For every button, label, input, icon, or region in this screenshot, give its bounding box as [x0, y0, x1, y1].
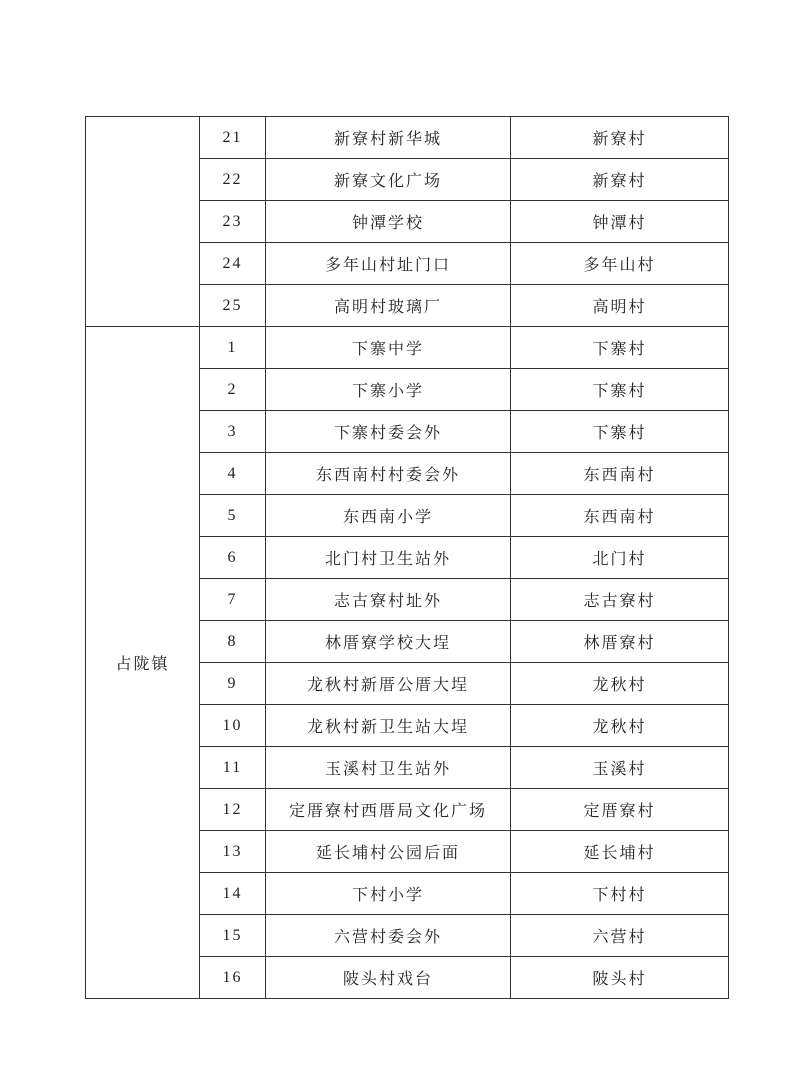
town-cell [86, 117, 200, 327]
village-cell: 下村村 [511, 873, 729, 915]
table-row [86, 117, 729, 159]
town-cell: 占陇镇 [86, 327, 200, 999]
num-cell: 22 [200, 159, 266, 201]
num-cell: 6 [200, 537, 266, 579]
site-table [85, 116, 729, 999]
village-cell: 高明村 [511, 285, 729, 327]
num-cell: 12 [200, 789, 266, 831]
num-cell: 1 [200, 327, 266, 369]
num-cell: 15 [200, 915, 266, 957]
location-cell: 下寨中学 [266, 327, 511, 369]
location-cell: 六营村委会外 [266, 915, 511, 957]
village-cell: 新寮村 [511, 117, 729, 159]
village-cell: 六营村 [511, 915, 729, 957]
location-cell: 玉溪村卫生站外 [266, 747, 511, 789]
num-cell: 9 [200, 663, 266, 705]
num-cell: 5 [200, 495, 266, 537]
village-cell: 新寮村 [511, 159, 729, 201]
location-cell: 多年山村址门口 [266, 243, 511, 285]
village-cell: 钟潭村 [511, 201, 729, 243]
location-cell: 北门村卫生站外 [266, 537, 511, 579]
village-cell: 延长埔村 [511, 831, 729, 873]
num-cell: 23 [200, 201, 266, 243]
village-cell: 龙秋村 [511, 663, 729, 705]
location-cell: 东西南小学 [266, 495, 511, 537]
location-cell: 志古寮村址外 [266, 579, 511, 621]
num-cell: 21 [200, 117, 266, 159]
village-cell: 陂头村 [511, 957, 729, 999]
village-cell: 东西南村 [511, 453, 729, 495]
village-cell: 玉溪村 [511, 747, 729, 789]
num-cell: 24 [200, 243, 266, 285]
location-cell: 下村小学 [266, 873, 511, 915]
village-cell: 东西南村 [511, 495, 729, 537]
location-cell: 下寨小学 [266, 369, 511, 411]
location-cell: 延长埔村公园后面 [266, 831, 511, 873]
village-cell: 林厝寮村 [511, 621, 729, 663]
num-cell: 2 [200, 369, 266, 411]
village-cell: 龙秋村 [511, 705, 729, 747]
location-cell: 新寮村新华城 [266, 117, 511, 159]
location-cell: 陂头村戏台 [266, 957, 511, 999]
location-cell: 下寨村委会外 [266, 411, 511, 453]
location-cell: 钟潭学校 [266, 201, 511, 243]
location-cell: 龙秋村新厝公厝大埕 [266, 663, 511, 705]
village-cell: 多年山村 [511, 243, 729, 285]
location-cell: 定厝寮村西厝局文化广场 [266, 789, 511, 831]
village-cell: 志古寮村 [511, 579, 729, 621]
num-cell: 4 [200, 453, 266, 495]
table-body [86, 117, 729, 999]
location-cell: 高明村玻璃厂 [266, 285, 511, 327]
location-cell: 龙秋村新卫生站大埕 [266, 705, 511, 747]
num-cell: 25 [200, 285, 266, 327]
village-cell: 下寨村 [511, 411, 729, 453]
location-cell: 新寮文化广场 [266, 159, 511, 201]
num-cell: 16 [200, 957, 266, 999]
table-row [86, 327, 729, 369]
village-cell: 下寨村 [511, 327, 729, 369]
num-cell: 7 [200, 579, 266, 621]
num-cell: 3 [200, 411, 266, 453]
num-cell: 11 [200, 747, 266, 789]
num-cell: 10 [200, 705, 266, 747]
village-cell: 北门村 [511, 537, 729, 579]
location-cell: 林厝寮学校大埕 [266, 621, 511, 663]
num-cell: 14 [200, 873, 266, 915]
village-cell: 定厝寮村 [511, 789, 729, 831]
num-cell: 13 [200, 831, 266, 873]
village-cell: 下寨村 [511, 369, 729, 411]
location-cell: 东西南村村委会外 [266, 453, 511, 495]
num-cell: 8 [200, 621, 266, 663]
